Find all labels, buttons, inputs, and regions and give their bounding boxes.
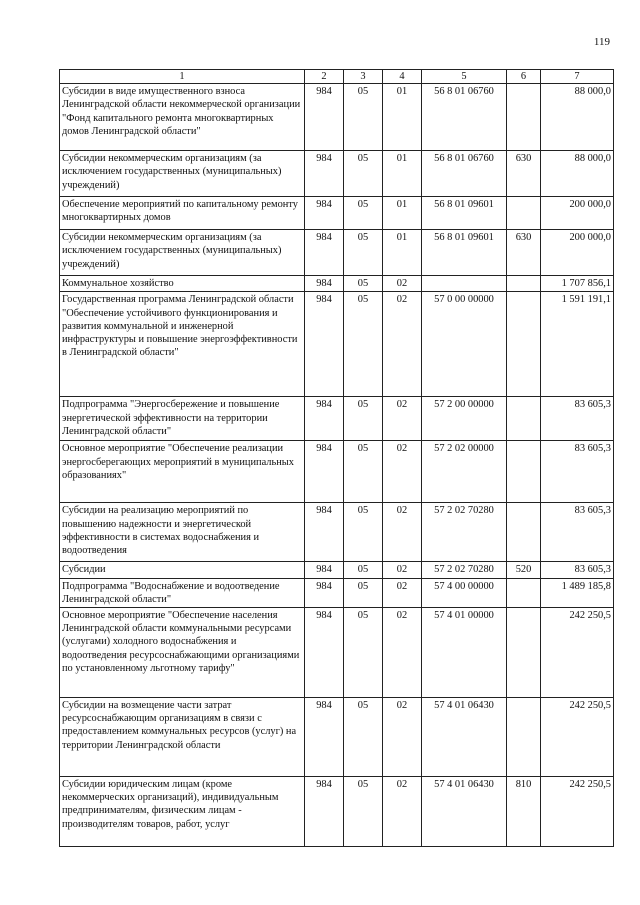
row-vr-cell xyxy=(507,84,541,151)
row-section-cell: 05 xyxy=(344,151,383,197)
header-col-1: 1 xyxy=(60,70,305,84)
row-subsection-cell: 02 xyxy=(383,777,422,847)
row-section-cell: 05 xyxy=(344,197,383,230)
table-row xyxy=(60,441,614,503)
row-ministry-cell: 984 xyxy=(305,397,344,441)
table-row xyxy=(60,230,614,276)
row-ministry-cell: 984 xyxy=(305,608,344,698)
row-name-cell: Подпрограмма "Водоснабжение и водоотведение Ленинградской области" xyxy=(60,578,305,607)
table-row xyxy=(60,698,614,777)
header-col-7: 7 xyxy=(541,70,614,84)
row-target-cell xyxy=(422,276,507,292)
row-section-cell: 05 xyxy=(344,578,383,607)
row-ministry-cell: 984 xyxy=(305,503,344,562)
row-vr-cell: 520 xyxy=(507,562,541,578)
table-row xyxy=(60,562,614,578)
table-row xyxy=(60,276,614,292)
row-name-cell: Субсидии юридическим лицам (кроме некоммерческих организаций), индивидуальным предпринимателям, физическим лицам - производителям товаров, работ, услуг xyxy=(60,777,305,847)
row-ministry-cell: 984 xyxy=(305,292,344,397)
row-subsection-cell: 02 xyxy=(383,608,422,698)
row-subsection-cell: 01 xyxy=(383,84,422,151)
row-amount-cell: 88 000,0 xyxy=(541,84,614,151)
row-section-cell: 05 xyxy=(344,441,383,503)
row-ministry-cell: 984 xyxy=(305,197,344,230)
row-vr-cell xyxy=(507,292,541,397)
row-subsection-cell: 01 xyxy=(383,230,422,276)
row-amount-cell: 83 605,3 xyxy=(541,397,614,441)
row-name-cell: Субсидии на возмещение части затрат ресурсоснабжающим организациям в связи с предоставлением коммунальных ресурсов (услуг) на территории Ленинградской области xyxy=(60,698,305,777)
row-section-cell: 05 xyxy=(344,562,383,578)
row-name-cell: Субсидии некоммерческим организациям (за исключением государственных (муниципальных) учреждений) xyxy=(60,151,305,197)
row-amount-cell: 83 605,3 xyxy=(541,441,614,503)
row-section-cell: 05 xyxy=(344,503,383,562)
table-row xyxy=(60,503,614,562)
row-name-cell: Государственная программа Ленинградской области "Обеспечение устойчивого функционирования и развития коммунальной и инженерной инфраструктуры и повышение энергоэффективности в Ленинградской области" xyxy=(60,292,305,397)
row-name-cell: Обеспечение мероприятий по капитальному ремонту многоквартирных домов xyxy=(60,197,305,230)
row-target-cell: 56 8 01 09601 xyxy=(422,197,507,230)
row-section-cell: 05 xyxy=(344,608,383,698)
row-target-cell: 56 8 01 09601 xyxy=(422,230,507,276)
row-name-cell: Основное мероприятие "Обеспечение населения Ленинградской области коммунальными ресурсами (услугами) холодного водоснабжения и водоотведения ресурсоснабжающими организациями по установленному льготному тарифу" xyxy=(60,608,305,698)
row-section-cell: 05 xyxy=(344,84,383,151)
row-vr-cell: 810 xyxy=(507,777,541,847)
row-section-cell: 05 xyxy=(344,698,383,777)
row-name-cell: Коммунальное хозяйство xyxy=(60,276,305,292)
row-subsection-cell: 02 xyxy=(383,441,422,503)
row-ministry-cell: 984 xyxy=(305,151,344,197)
table-row xyxy=(60,84,614,151)
row-amount-cell: 83 605,3 xyxy=(541,503,614,562)
row-ministry-cell: 984 xyxy=(305,441,344,503)
row-ministry-cell: 984 xyxy=(305,578,344,607)
row-amount-cell: 200 000,0 xyxy=(541,197,614,230)
table-row xyxy=(60,292,614,397)
header-col-5: 5 xyxy=(422,70,507,84)
row-amount-cell: 83 605,3 xyxy=(541,562,614,578)
row-target-cell: 57 2 02 70280 xyxy=(422,503,507,562)
row-amount-cell: 88 000,0 xyxy=(541,151,614,197)
row-vr-cell xyxy=(507,197,541,230)
header-col-6: 6 xyxy=(507,70,541,84)
table-row xyxy=(60,397,614,441)
row-vr-cell xyxy=(507,578,541,607)
row-section-cell: 05 xyxy=(344,397,383,441)
budget-table xyxy=(59,69,614,847)
row-name-cell: Субсидии в виде имущественного взноса Ленинградской области некоммерческой организации "Фонд капитального ремонта многоквартирных домов Ленинградской области" xyxy=(60,84,305,151)
row-amount-cell: 242 250,5 xyxy=(541,698,614,777)
row-name-cell: Основное мероприятие "Обеспечение реализации энергосберегающих мероприятий в муниципальных образованиях" xyxy=(60,441,305,503)
row-vr-cell: 630 xyxy=(507,151,541,197)
row-target-cell: 57 4 00 00000 xyxy=(422,578,507,607)
row-vr-cell: 630 xyxy=(507,230,541,276)
row-amount-cell: 1 489 185,8 xyxy=(541,578,614,607)
row-target-cell: 57 4 01 06430 xyxy=(422,698,507,777)
header-col-2: 2 xyxy=(305,70,344,84)
header-row xyxy=(60,70,614,84)
row-target-cell: 57 4 01 00000 xyxy=(422,608,507,698)
table-row xyxy=(60,197,614,230)
row-ministry-cell: 984 xyxy=(305,276,344,292)
row-vr-cell xyxy=(507,503,541,562)
row-target-cell: 57 2 02 00000 xyxy=(422,441,507,503)
row-subsection-cell: 02 xyxy=(383,562,422,578)
row-amount-cell: 1 707 856,1 xyxy=(541,276,614,292)
row-target-cell: 57 2 02 70280 xyxy=(422,562,507,578)
row-vr-cell xyxy=(507,698,541,777)
row-vr-cell xyxy=(507,608,541,698)
table-row xyxy=(60,151,614,197)
row-amount-cell: 1 591 191,1 xyxy=(541,292,614,397)
row-section-cell: 05 xyxy=(344,230,383,276)
row-section-cell: 05 xyxy=(344,292,383,397)
row-subsection-cell: 02 xyxy=(383,698,422,777)
table-row xyxy=(60,608,614,698)
row-vr-cell xyxy=(507,276,541,292)
row-name-cell: Субсидии xyxy=(60,562,305,578)
row-ministry-cell: 984 xyxy=(305,698,344,777)
row-subsection-cell: 01 xyxy=(383,197,422,230)
row-subsection-cell: 02 xyxy=(383,292,422,397)
header-col-3: 3 xyxy=(344,70,383,84)
row-amount-cell: 200 000,0 xyxy=(541,230,614,276)
row-name-cell: Субсидии некоммерческим организациям (за исключением государственных (муниципальных) учреждений) xyxy=(60,230,305,276)
table-row xyxy=(60,777,614,847)
row-ministry-cell: 984 xyxy=(305,230,344,276)
row-subsection-cell: 02 xyxy=(383,397,422,441)
row-vr-cell xyxy=(507,441,541,503)
row-target-cell: 57 4 01 06430 xyxy=(422,777,507,847)
row-vr-cell xyxy=(507,397,541,441)
row-target-cell: 57 2 00 00000 xyxy=(422,397,507,441)
row-target-cell: 57 0 00 00000 xyxy=(422,292,507,397)
row-section-cell: 05 xyxy=(344,276,383,292)
table-row xyxy=(60,578,614,607)
row-name-cell: Подпрограмма "Энергосбережение и повышение энергетической эффективности на территории Ленинградской области" xyxy=(60,397,305,441)
row-subsection-cell: 02 xyxy=(383,578,422,607)
row-target-cell: 56 8 01 06760 xyxy=(422,151,507,197)
row-amount-cell: 242 250,5 xyxy=(541,608,614,698)
page-number: 119 xyxy=(593,36,610,48)
row-subsection-cell: 01 xyxy=(383,151,422,197)
row-subsection-cell: 02 xyxy=(383,276,422,292)
row-ministry-cell: 984 xyxy=(305,84,344,151)
row-name-cell: Субсидии на реализацию мероприятий по повышению надежности и энергетической эффективности в системах водоснабжения и водоотведения xyxy=(60,503,305,562)
row-subsection-cell: 02 xyxy=(383,503,422,562)
row-amount-cell: 242 250,5 xyxy=(541,777,614,847)
row-section-cell: 05 xyxy=(344,777,383,847)
row-ministry-cell: 984 xyxy=(305,777,344,847)
header-col-4: 4 xyxy=(383,70,422,84)
row-target-cell: 56 8 01 06760 xyxy=(422,84,507,151)
row-ministry-cell: 984 xyxy=(305,562,344,578)
